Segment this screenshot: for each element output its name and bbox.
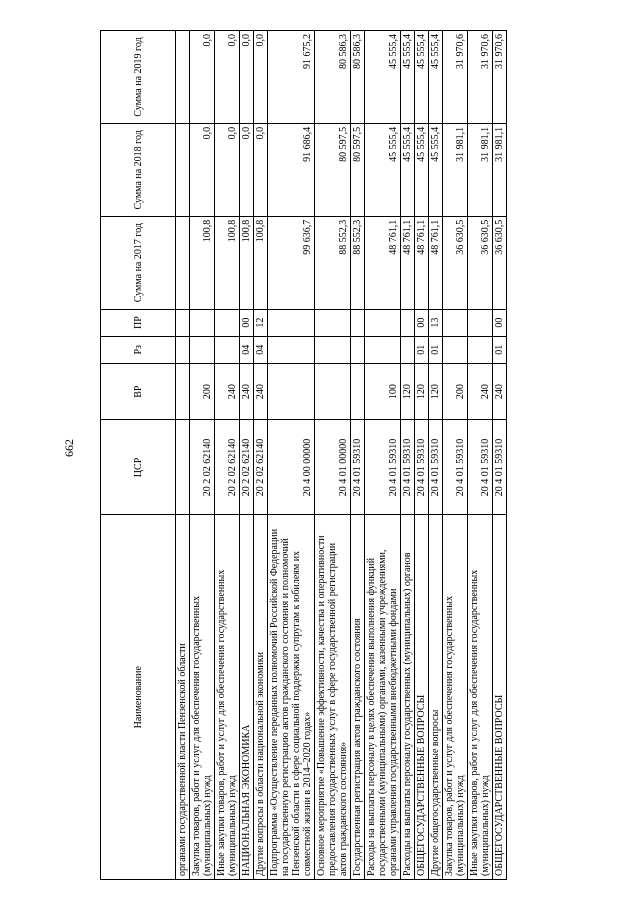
cell-csr: 20 4 01 59310 [415,420,429,515]
cell-csr: 20 4 01 59310 [351,420,365,515]
cell-sum-2019: 80 586,3 [351,31,365,124]
table-row [268,31,315,880]
cell-pr [401,309,415,336]
table-header [101,31,176,880]
cell-sum-2018: 0,0 [215,123,240,216]
cell-rz [268,336,315,363]
cell-vr: 200 [190,363,215,420]
cell-sum-2018 [176,123,190,216]
table-row [254,31,268,880]
cell-rz: 04 [240,336,254,363]
cell-sum-2017: 48 761,1 [415,216,429,309]
cell-vr: 240 [254,363,268,420]
cell-csr: 20 4 00 00000 [268,420,315,515]
cell-csr: 20 4 01 59310 [493,420,507,515]
cell-sum-2017: 88 552,3 [351,216,365,309]
table-row [176,31,190,880]
cell-sum-2018: 91 686,4 [268,123,315,216]
cell-sum-2018: 45 555,4 [365,123,401,216]
cell-sum-2018: 45 555,4 [429,123,443,216]
cell-name: Государственная регистрация актов гражданского состояния [351,515,365,880]
table-row [429,31,443,880]
cell-csr: 20 2 02 62140 [254,420,268,515]
cell-sum-2018: 80 597,5 [315,123,351,216]
cell-sum-2017: 100,8 [190,216,215,309]
header-row [101,31,176,880]
cell-sum-2019: 0,0 [240,31,254,124]
cell-name: Подпрограмма «Осуществление переданных полномочий Российской Федерации на государственную регистрацию актов гражданского состояния и полномочий Пензенской области в сфере социальной поддержки супругам к юбилеям их совместной жизни в 2014–2020 годах» [268,515,315,880]
header-sum-2018: Сумма на 2018 год [101,123,176,216]
cell-vr [315,363,351,420]
header-sum-2017: Сумма на 2017 год [101,216,176,309]
cell-sum-2018: 0,0 [240,123,254,216]
table-row [443,31,468,880]
cell-rz [401,336,415,363]
cell-csr: 20 2 02 62140 [215,420,240,515]
cell-sum-2017: 48 761,1 [429,216,443,309]
cell-vr: 200 [443,363,468,420]
cell-rz [190,336,215,363]
cell-sum-2017: 100,8 [254,216,268,309]
cell-sum-2019: 91 675,2 [268,31,315,124]
cell-csr: 20 4 01 59310 [365,420,401,515]
table-row [401,31,415,880]
table-row [240,31,254,880]
cell-sum-2019: 0,0 [190,31,215,124]
cell-sum-2018: 80 597,5 [351,123,365,216]
cell-csr: 20 4 01 59310 [443,420,468,515]
cell-rz: 01 [493,336,507,363]
cell-name: Другие общегосударственные вопросы [429,515,443,880]
cell-csr: 20 4 01 00000 [315,420,351,515]
table-row [190,31,215,880]
page-number: 662 [62,439,76,457]
cell-pr: 00 [240,309,254,336]
cell-sum-2018: 31 981,1 [443,123,468,216]
cell-sum-2018: 31 981,1 [468,123,493,216]
header-name: Наименование [101,515,176,880]
cell-sum-2018: 45 555,4 [401,123,415,216]
cell-pr [190,309,215,336]
cell-sum-2019: 31 970,6 [443,31,468,124]
cell-pr: 13 [429,309,443,336]
cell-sum-2019: 0,0 [215,31,240,124]
cell-sum-2019 [176,31,190,124]
cell-sum-2018: 45 555,4 [415,123,429,216]
cell-sum-2018: 31 981,1 [493,123,507,216]
cell-sum-2017: 36 630,5 [493,216,507,309]
cell-sum-2019: 45 555,4 [401,31,415,124]
cell-csr: 20 4 01 59310 [429,420,443,515]
table-row [365,31,401,880]
cell-rz [468,336,493,363]
table-row [315,31,351,880]
cell-rz [351,336,365,363]
cell-sum-2017: 99 636,7 [268,216,315,309]
cell-pr [268,309,315,336]
cell-vr: 240 [240,363,254,420]
cell-name: Иные закупки товаров, работ и услуг для обеспечения государственных (муниципальных) нужд [468,515,493,880]
cell-rz [176,336,190,363]
cell-sum-2019: 45 555,4 [429,31,443,124]
cell-pr [176,309,190,336]
cell-vr [351,363,365,420]
header-sum-2019: Сумма на 2019 год [101,31,176,124]
cell-name: ОБЩЕГОСУДАРСТВЕННЫЕ ВОПРОСЫ [415,515,429,880]
table-row [215,31,240,880]
cell-sum-2019: 80 586,3 [315,31,351,124]
cell-rz [315,336,351,363]
cell-pr [351,309,365,336]
cell-vr: 240 [493,363,507,420]
header-rz: Рз [101,336,176,363]
cell-name: Закупка товаров, работ и услуг для обеспечения государственных (муниципальных) нужд [190,515,215,880]
cell-sum-2017: 48 761,1 [365,216,401,309]
cell-vr: 240 [468,363,493,420]
cell-pr: 00 [415,309,429,336]
cell-rz: 01 [429,336,443,363]
header-pr: ПР [101,309,176,336]
cell-rz [443,336,468,363]
cell-sum-2018: 0,0 [190,123,215,216]
cell-csr: 20 4 01 59310 [468,420,493,515]
cell-vr: 240 [215,363,240,420]
table-row [493,31,507,880]
table-row [468,31,493,880]
cell-csr: 20 2 02 62140 [190,420,215,515]
cell-rz [365,336,401,363]
cell-rz [215,336,240,363]
cell-sum-2019: 45 555,4 [365,31,401,124]
cell-sum-2017: 36 630,5 [468,216,493,309]
cell-name: Закупка товаров, работ и услуг для обеспечения государственных (муниципальных) нужд [443,515,468,880]
cell-rz: 04 [254,336,268,363]
cell-sum-2017: 100,8 [240,216,254,309]
cell-sum-2017 [176,216,190,309]
cell-name: ОБЩЕГОСУДАРСТВЕННЫЕ ВОПРОСЫ [493,515,507,880]
cell-pr [315,309,351,336]
cell-vr: 120 [401,363,415,420]
cell-vr: 120 [429,363,443,420]
header-vr: ВР [101,363,176,420]
cell-name: Основное мероприятие «Повышение эффективности, качества и оперативности предоставления государственных услуг в сфере государственной регистрации актов гражданского состояния» [315,515,351,880]
cell-pr [468,309,493,336]
cell-sum-2019: 0,0 [254,31,268,124]
cell-sum-2017: 36 630,5 [443,216,468,309]
cell-sum-2018: 0,0 [254,123,268,216]
cell-sum-2017: 100,8 [215,216,240,309]
cell-vr [268,363,315,420]
cell-pr [443,309,468,336]
cell-vr [176,363,190,420]
cell-pr: 12 [254,309,268,336]
cell-name: Другие вопросы в области национальной экономики [254,515,268,880]
cell-name: НАЦИОНАЛЬНАЯ ЭКОНОМИКА [240,515,254,880]
cell-sum-2017: 88 552,3 [315,216,351,309]
cell-vr: 100 [365,363,401,420]
cell-csr: 20 4 01 59310 [401,420,415,515]
cell-sum-2017: 48 761,1 [401,216,415,309]
table-wrapper [100,30,545,880]
cell-sum-2019: 31 970,6 [493,31,507,124]
budget-table [100,30,507,880]
cell-sum-2019: 31 970,6 [468,31,493,124]
header-csr: ЦСР [101,420,176,515]
cell-name: Иные закупки товаров, работ и услуг для обеспечения государственных (муниципальных) нужд [215,515,240,880]
cell-name: органами государственной власти Пензенской области [176,515,190,880]
cell-vr: 120 [415,363,429,420]
cell-name: Расходы на выплаты персоналу в целях обеспечения выполнения функций государственными (муниципальными) органами, казенными учреждениями, органами управления государственными внебюджетными фондами [365,515,401,880]
table-row [351,31,365,880]
cell-rz: 01 [415,336,429,363]
cell-name: Расходы на выплаты персоналу государственных (муниципальных) органов [401,515,415,880]
cell-csr: 20 2 02 62140 [240,420,254,515]
table-row [415,31,429,880]
table-body [176,31,507,880]
cell-pr [365,309,401,336]
cell-pr [215,309,240,336]
rotated-table-viewport [100,30,545,880]
cell-pr: 00 [493,309,507,336]
cell-csr [176,420,190,515]
cell-sum-2019: 45 555,4 [415,31,429,124]
